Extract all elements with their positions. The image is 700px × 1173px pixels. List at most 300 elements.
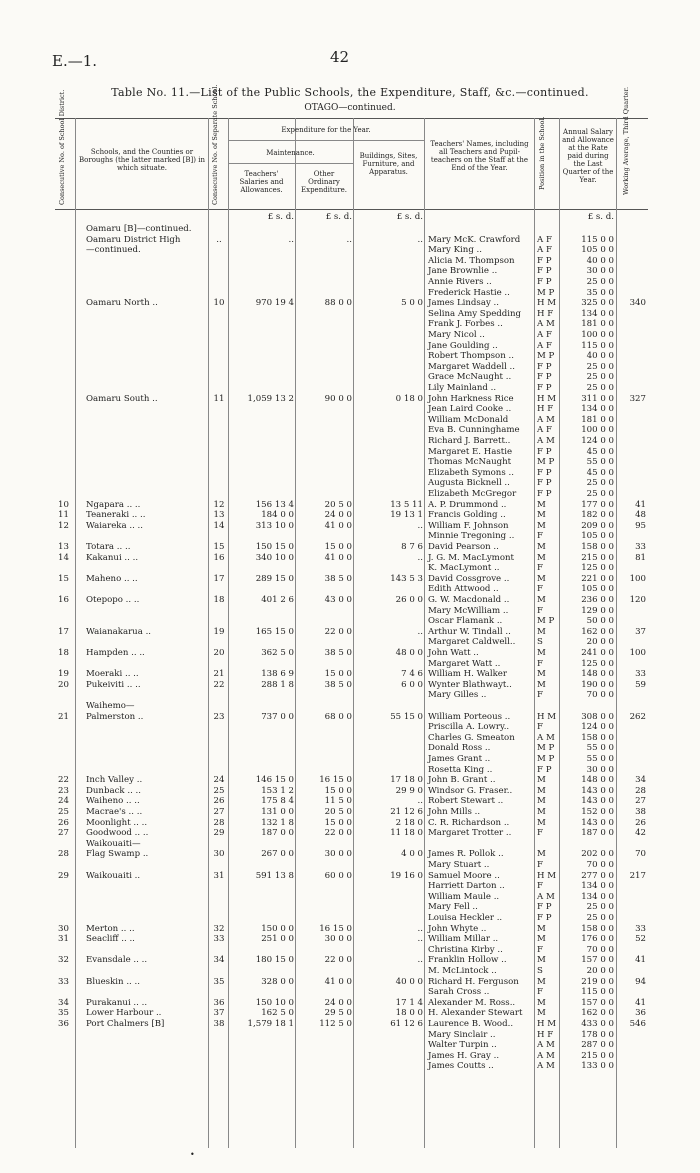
- teacher-name: Eva B. Cunninghame: [428, 425, 520, 436]
- district-number: 15: [58, 573, 69, 584]
- teachers-salaries: 131 0 0: [261, 807, 294, 817]
- teachers-salaries: 328 0 0: [261, 976, 294, 987]
- position: M: [537, 626, 546, 637]
- other-expenditure: 43 0 0: [324, 595, 352, 605]
- annual-salary: 133 0 0: [581, 1061, 614, 1072]
- teacher-name: William F. Johnson: [428, 520, 509, 531]
- other-expenditure: 20 5 0: [324, 499, 352, 510]
- buildings-expenditure: 21 12 6: [390, 807, 423, 817]
- table-row: [0, 372, 700, 383]
- other-expenditure: 15 0 0: [324, 785, 352, 796]
- other-expenditure: 15 0 0: [324, 669, 352, 680]
- teacher-name: Annie Rivers ..: [428, 277, 492, 287]
- teachers-salaries: 132 1 8: [261, 817, 294, 828]
- table-row: [0, 319, 700, 330]
- teacher-name: James Lindsay ..: [428, 298, 500, 309]
- working-average: 262: [629, 711, 646, 722]
- table-row: [0, 796, 700, 807]
- table-row: [0, 1030, 700, 1041]
- table-row: [0, 839, 700, 850]
- table-row: [0, 256, 700, 267]
- annual-salary: 134 0 0: [581, 308, 614, 319]
- table-row: [0, 934, 700, 945]
- teacher-name: James R. Pollok ..: [428, 849, 504, 860]
- working-average: 26: [635, 817, 646, 828]
- table-row: [0, 563, 700, 574]
- working-average: 37: [635, 626, 646, 637]
- annual-salary: 215 0 0: [581, 1050, 614, 1061]
- school-name: Flag Swamp ..: [86, 849, 149, 860]
- school-number: 13: [213, 510, 225, 521]
- district-number: 32: [58, 955, 69, 966]
- table-title: Table No. 11.—List of the Public Schools, the Expenditure, Staff, &c.—continued.: [111, 86, 589, 99]
- school-number: 16: [213, 552, 225, 563]
- position: F: [537, 881, 543, 892]
- other-expenditure: 22 0 0: [324, 955, 352, 966]
- position: S: [537, 637, 543, 648]
- buildings-expenditure: 61 12 6: [390, 1019, 423, 1029]
- school-number: 35: [213, 976, 225, 987]
- teacher-name: K. MacLymont ..: [428, 563, 500, 574]
- position: F P: [537, 266, 552, 277]
- annual-salary: 115 0 0: [581, 987, 614, 998]
- teacher-name: Edith Attwood ..: [428, 584, 499, 595]
- other-expenditure: 24 0 0: [324, 510, 352, 521]
- teacher-name: Mary Sinclair ..: [428, 1029, 496, 1040]
- annual-salary: 143 0 0: [581, 785, 614, 796]
- teacher-name: Frederick Hastie ..: [428, 287, 510, 298]
- teacher-name: Alexander M. Ross..: [428, 997, 516, 1008]
- position: M: [537, 510, 546, 521]
- position: A F: [537, 340, 552, 351]
- teacher-name: Margaret Waddell ..: [428, 361, 516, 372]
- district-number: 19: [58, 669, 69, 680]
- working-average: 327: [629, 393, 646, 404]
- position: M: [537, 997, 546, 1008]
- teachers-salaries: 187 0 0: [261, 828, 294, 839]
- teacher-name: James Coutts ..: [428, 1061, 494, 1072]
- position: M P: [537, 743, 555, 754]
- school-number: 23: [213, 711, 225, 722]
- teacher-name: Samuel Moore ..: [428, 870, 500, 881]
- table-row: [0, 542, 700, 553]
- school-name: Waikouaiti ..: [86, 870, 141, 881]
- annual-salary: 311 0 0: [581, 393, 614, 404]
- annual-salary: 148 0 0: [581, 775, 614, 786]
- working-average: 41: [635, 997, 646, 1008]
- buildings-expenditure: ..: [417, 796, 423, 807]
- buildings-expenditure: ..: [417, 234, 423, 245]
- position: F P: [537, 902, 552, 913]
- table-row: [0, 998, 700, 1009]
- annual-salary: 115 0 0: [581, 340, 614, 351]
- annual-salary: 30 0 0: [586, 764, 614, 775]
- other-expenditure: 24 0 0: [324, 997, 352, 1008]
- school-name: Maheno .. ..: [86, 573, 138, 584]
- annual-salary: 70 0 0: [586, 944, 614, 955]
- table-row: [0, 425, 700, 436]
- position: F P: [537, 372, 552, 383]
- table-row: [0, 288, 700, 299]
- table-row: [0, 584, 700, 595]
- other-expenditure: 15 0 0: [324, 817, 352, 828]
- school-name: Palmerston ..: [86, 711, 144, 722]
- school-name: Oamaru [B]—continued.: [86, 224, 192, 234]
- teacher-name: Mary McWilliam ..: [428, 605, 509, 616]
- school-name: Blueskin .. ..: [86, 976, 140, 987]
- annual-salary: 100 0 0: [581, 425, 614, 436]
- working-average: 217: [629, 870, 646, 881]
- table-row: [0, 892, 700, 903]
- working-average: 546: [629, 1019, 646, 1029]
- annual-salary: 236 0 0: [581, 595, 614, 605]
- working-average: 52: [635, 934, 646, 945]
- school-number: 29: [213, 828, 225, 839]
- header-other-expenditure: Other Ordinary Expenditure.: [301, 170, 347, 194]
- annual-salary: 25 0 0: [586, 478, 614, 489]
- position: M: [537, 775, 546, 786]
- position: M: [537, 785, 546, 796]
- buildings-expenditure: ..: [417, 934, 423, 945]
- other-expenditure: ..: [346, 234, 352, 245]
- annual-salary: 70 0 0: [586, 860, 614, 870]
- position: M: [537, 669, 546, 680]
- school-name: —continued.: [86, 245, 141, 256]
- district-number: 20: [58, 679, 69, 690]
- working-average: 33: [635, 669, 646, 680]
- table-row: [0, 648, 700, 659]
- teacher-name: Augusta Bicknell ..: [428, 478, 510, 489]
- table-row: [0, 1061, 700, 1072]
- teacher-name: Richard H. Ferguson: [428, 976, 519, 987]
- district-number: 35: [58, 1008, 69, 1019]
- teacher-name: Thomas McNaught: [428, 457, 512, 468]
- teachers-salaries: 138 6 9: [261, 669, 294, 680]
- annual-salary: 25 0 0: [586, 383, 614, 393]
- table-row: [0, 351, 700, 362]
- teacher-name: William McDonald: [428, 414, 509, 425]
- buildings-expenditure: ..: [417, 626, 423, 637]
- other-expenditure: 11 5 0: [324, 796, 352, 807]
- table-row: [0, 245, 700, 256]
- position: A M: [537, 732, 555, 743]
- position: H M: [537, 870, 557, 881]
- table-row: [0, 765, 700, 776]
- position: M P: [537, 616, 555, 627]
- working-average: 34: [635, 775, 646, 786]
- table-row: [0, 595, 700, 606]
- annual-salary: 325 0 0: [581, 298, 614, 309]
- annual-salary: 148 0 0: [581, 669, 614, 680]
- position: F P: [537, 478, 552, 489]
- teachers-salaries: 313 10 0: [255, 520, 294, 531]
- position: H M: [537, 298, 557, 309]
- teacher-name: John Mills ..: [428, 807, 481, 817]
- annual-salary: 181 0 0: [581, 414, 614, 425]
- position: H F: [537, 1029, 554, 1040]
- buildings-expenditure: 18 0 0: [395, 1008, 423, 1019]
- annual-salary: 125 0 0: [581, 563, 614, 574]
- annual-salary: 176 0 0: [581, 934, 614, 945]
- teacher-name: Mary Nicol ..: [428, 330, 485, 340]
- district-number: 11: [58, 510, 69, 521]
- school-number: 36: [213, 997, 225, 1008]
- working-average: 33: [635, 542, 646, 552]
- annual-salary: 187 0 0: [581, 828, 614, 839]
- teachers-salaries: 162 5 0: [261, 1008, 294, 1019]
- working-average: 94: [635, 976, 646, 987]
- table-row: [0, 690, 700, 701]
- header-schools: Schools, and the Counties or Boroughs (the latter marked [B]) in which situate.: [79, 148, 205, 172]
- school-number: 14: [213, 520, 225, 531]
- annual-salary: 308 0 0: [581, 711, 614, 722]
- school-number: 20: [213, 648, 225, 658]
- table-row: [0, 436, 700, 447]
- position: H M: [537, 393, 557, 404]
- annual-salary: 178 0 0: [581, 1029, 614, 1040]
- table-row: [0, 828, 700, 839]
- position: M P: [537, 754, 555, 764]
- table-row: [0, 553, 700, 564]
- school-name: Moeraki .. ..: [86, 669, 139, 680]
- annual-salary: 157 0 0: [581, 955, 614, 966]
- teachers-salaries: 289 15 0: [255, 573, 294, 584]
- table-row: [0, 521, 700, 532]
- position: F P: [537, 277, 552, 287]
- table-row: [0, 637, 700, 648]
- header-maintenance: Maintenance.: [266, 149, 315, 157]
- position: M P: [537, 351, 555, 362]
- teacher-name: James Grant ..: [428, 754, 491, 764]
- teacher-name: Jean Laird Cooke ..: [428, 404, 512, 415]
- teacher-name: Priscilla A. Lowry..: [428, 722, 510, 733]
- annual-salary: 25 0 0: [586, 361, 614, 372]
- buildings-expenditure: ..: [417, 955, 423, 966]
- table-row: [0, 415, 700, 426]
- table-row: [0, 659, 700, 670]
- district-number: 14: [58, 552, 69, 563]
- working-average: 36: [635, 1008, 646, 1019]
- district-number: 22: [58, 775, 69, 786]
- school-number: 25: [213, 785, 225, 796]
- teachers-salaries: 288 1 8: [261, 679, 294, 690]
- annual-salary: 105 0 0: [581, 531, 614, 542]
- table-row: [0, 362, 700, 373]
- position: F P: [537, 764, 552, 775]
- position: F P: [537, 913, 552, 923]
- annual-salary: 129 0 0: [581, 605, 614, 616]
- district-number: 17: [58, 626, 69, 637]
- working-average: 120: [629, 595, 646, 605]
- annual-salary: 25 0 0: [586, 372, 614, 383]
- position: S: [537, 966, 543, 976]
- school-name: Oamaru District High: [86, 234, 181, 245]
- position: M: [537, 542, 546, 552]
- teacher-name: Mary Gilles ..: [428, 690, 487, 701]
- table-row: [0, 574, 700, 585]
- teacher-name: Margaret Caldwell..: [428, 637, 516, 648]
- position: F: [537, 828, 543, 839]
- annual-salary: 55 0 0: [586, 754, 614, 764]
- teacher-name: Minnie Tregoning ..: [428, 531, 515, 542]
- buildings-expenditure: 7 4 6: [401, 669, 423, 680]
- teacher-name: Frank J. Forbes ..: [428, 319, 503, 330]
- teacher-name: Margaret Trotter ..: [428, 828, 512, 839]
- teacher-name: Robert Stewart ..: [428, 796, 504, 807]
- position: M: [537, 976, 546, 987]
- table-row: [0, 913, 700, 924]
- teacher-name: Rosetta King ..: [428, 764, 493, 775]
- position: H F: [537, 404, 554, 415]
- school-number: 22: [213, 679, 225, 690]
- teacher-name: Windsor G. Fraser..: [428, 785, 513, 796]
- district-number: 27: [58, 828, 69, 839]
- annual-salary: 162 0 0: [581, 626, 614, 637]
- position: A M: [537, 891, 555, 902]
- other-expenditure: 38 5 0: [324, 648, 352, 658]
- buildings-expenditure: 29 9 0: [395, 785, 423, 796]
- school-name: Merton .. ..: [86, 923, 135, 934]
- teacher-name: Jane Goulding ..: [428, 340, 498, 351]
- working-average: 100: [629, 648, 646, 658]
- school-number: 31: [213, 870, 225, 881]
- table-row: [0, 404, 700, 415]
- working-average: 100: [629, 573, 646, 584]
- position: F: [537, 584, 543, 595]
- annual-salary: 202 0 0: [581, 849, 614, 860]
- table-row: [0, 924, 700, 935]
- header-teachers-names: Teachers' Names, including all Teachers and Pupil-teachers on the Staff at the End of the Year.: [430, 140, 529, 172]
- school-number: 27: [213, 807, 225, 817]
- table-row: [0, 701, 700, 712]
- header-rule: [228, 140, 424, 141]
- other-expenditure: 30 0 0: [324, 849, 352, 860]
- header-expenditure: Expenditure for the Year.: [281, 126, 371, 134]
- school-name: Waianakarua ..: [86, 626, 152, 637]
- position: F P: [537, 446, 552, 457]
- annual-salary: 157 0 0: [581, 997, 614, 1008]
- table-row: [0, 818, 700, 829]
- district-number: 23: [58, 785, 69, 796]
- header-working-average: Working Average, Third Quarter.: [622, 86, 630, 195]
- annual-salary: 25 0 0: [586, 277, 614, 287]
- table-row: [0, 500, 700, 511]
- buildings-expenditure: 55 15 0: [390, 711, 423, 722]
- table-row: [0, 1019, 700, 1030]
- position: A M: [537, 414, 555, 425]
- teacher-name: H. Alexander Stewart: [428, 1008, 523, 1019]
- school-name: Macrae's .. ..: [86, 807, 143, 817]
- buildings-expenditure: 40 0 0: [395, 976, 423, 987]
- annual-salary: 40 0 0: [586, 351, 614, 362]
- position: F: [537, 690, 543, 701]
- school-name: Seacliff .. ..: [86, 934, 135, 945]
- table-row: [0, 510, 700, 521]
- other-expenditure: 16 15 0: [319, 923, 352, 934]
- annual-salary: 124 0 0: [581, 722, 614, 733]
- teacher-name: Richard J. Barrett..: [428, 436, 511, 446]
- district-number: 24: [58, 796, 69, 807]
- teachers-salaries: 150 10 0: [255, 997, 294, 1008]
- teachers-salaries: 267 0 0: [261, 849, 294, 860]
- school-name: Teaneraki .. ..: [86, 510, 146, 521]
- school-name: Evansdale .. ..: [86, 955, 148, 966]
- annual-salary: 134 0 0: [581, 881, 614, 892]
- teacher-name: James H. Gray ..: [428, 1050, 500, 1061]
- annual-salary: 40 0 0: [586, 255, 614, 266]
- school-name: Hampden .. ..: [86, 648, 145, 658]
- teacher-name: Robert Thompson ..: [428, 351, 514, 362]
- annual-salary: 50 0 0: [586, 616, 614, 627]
- teacher-name: Jane Brownlie ..: [428, 266, 498, 277]
- teacher-name: John Whyte ..: [428, 923, 487, 934]
- other-expenditure: 30 0 0: [324, 934, 352, 945]
- working-average: 28: [635, 785, 646, 796]
- teachers-salaries: 251 0 0: [261, 934, 294, 945]
- table-row: [0, 277, 700, 288]
- teacher-name: A. P. Drummond ..: [428, 499, 507, 510]
- school-name: Oamaru North ..: [86, 298, 158, 309]
- working-average: 340: [629, 298, 646, 309]
- working-average: 33: [635, 923, 646, 934]
- annual-salary: 215 0 0: [581, 552, 614, 563]
- table-row: [0, 224, 700, 235]
- table-row: [0, 955, 700, 966]
- working-average: 41: [635, 955, 646, 966]
- annual-salary: 162 0 0: [581, 1008, 614, 1019]
- position: F: [537, 605, 543, 616]
- school-number: 19: [213, 626, 225, 637]
- teacher-name: C. R. Richardson ..: [428, 817, 510, 828]
- teacher-name: Elizabeth McGregor: [428, 489, 517, 499]
- district-number: 29: [58, 870, 69, 881]
- header-teachers-salaries: Teachers' Salaries and Allowances.: [239, 170, 284, 194]
- working-average: 42: [635, 828, 646, 839]
- school-name: Pukeiviti .. ..: [86, 679, 141, 690]
- position: M: [537, 648, 546, 658]
- buildings-expenditure: ..: [417, 520, 423, 531]
- header-consecutive-school: Consecutive No. of Separate School.: [211, 84, 219, 205]
- annual-salary: 241 0 0: [581, 648, 614, 658]
- position: M: [537, 679, 546, 690]
- table-row: [0, 743, 700, 754]
- school-name: Totara .. ..: [86, 542, 131, 552]
- position: F: [537, 944, 543, 955]
- teacher-name: Charles G. Smeaton: [428, 732, 515, 743]
- table-row: [0, 807, 700, 818]
- header-annual-salary: Annual Salary and Allowance at the Rate paid during the Last Quarter of the Year.: [562, 128, 614, 184]
- position: F P: [537, 489, 552, 499]
- teacher-name: David Pearson ..: [428, 542, 499, 552]
- teacher-name: Margaret E. Hastie: [428, 446, 513, 457]
- working-average: 38: [635, 807, 646, 817]
- buildings-expenditure: 143 5 3: [390, 573, 423, 584]
- teacher-name: William H. Walker: [428, 669, 507, 680]
- teacher-name: Mary Stuart ..: [428, 860, 490, 870]
- school-number: 24: [213, 775, 225, 786]
- district-number: 10: [58, 499, 69, 510]
- teacher-name: Arthur W. Tindall ..: [428, 626, 511, 637]
- position: M: [537, 923, 546, 934]
- annual-salary: 158 0 0: [581, 732, 614, 743]
- teacher-name: Mary McK. Crawford: [428, 234, 521, 245]
- table-row: [0, 860, 700, 871]
- other-expenditure: 60 0 0: [324, 870, 352, 881]
- buildings-expenditure: ..: [417, 552, 423, 563]
- district-number: 30: [58, 923, 69, 934]
- buildings-expenditure: 5 0 0: [401, 298, 423, 309]
- school-number: 37: [213, 1008, 225, 1019]
